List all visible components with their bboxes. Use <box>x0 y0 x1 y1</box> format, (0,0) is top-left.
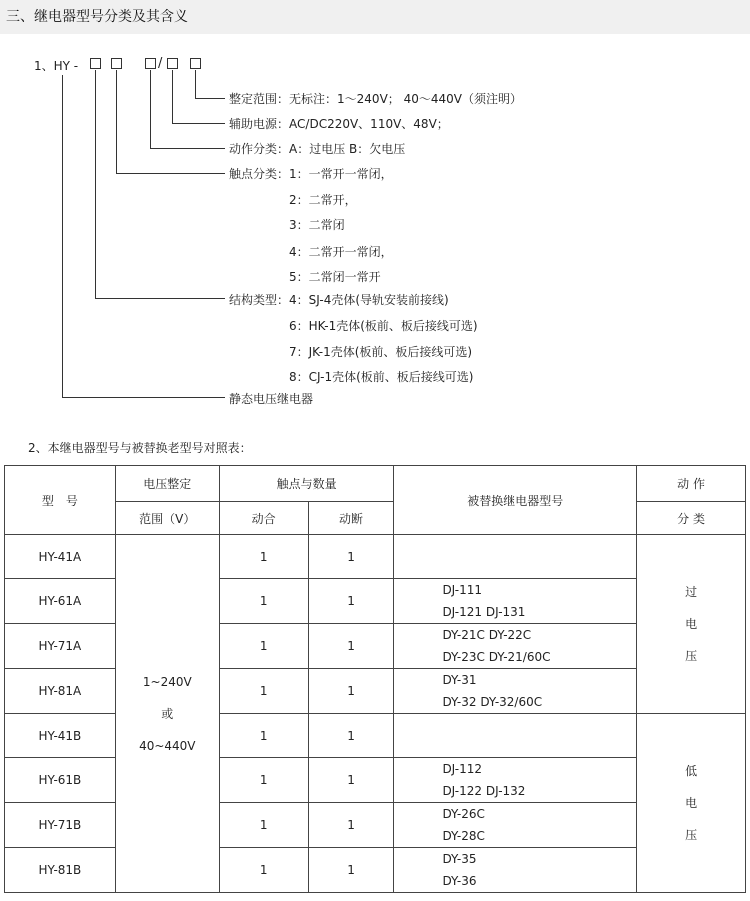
cell-model: HY-81B <box>5 848 116 893</box>
leader-power <box>172 70 173 123</box>
table-row <box>5 535 746 579</box>
header-voltage-2: 范围（V） <box>115 502 219 535</box>
cell-make: 1 <box>219 669 308 714</box>
header-voltage-1: 电压整定 <box>115 466 219 502</box>
leader-h-range <box>195 98 225 99</box>
code-box-action <box>145 58 156 69</box>
cell-make: 1 <box>219 624 308 669</box>
code-box-power <box>167 58 178 69</box>
leader-structure <box>95 70 96 298</box>
label-static-relay: 静态电压继电器 <box>229 392 314 406</box>
header-replaced: 被替换继电器型号 <box>394 466 637 535</box>
section-title: 三、继电器型号分类及其含义 <box>0 0 750 34</box>
code-box-structure <box>90 58 101 69</box>
header-row-1 <box>5 466 746 502</box>
comparison-table <box>4 465 746 893</box>
cell-model: HY-71B <box>5 803 116 848</box>
leader-h-action <box>150 148 225 149</box>
label-structure-6: 6：HK-1壳体(板前、板后接线可选) <box>289 319 478 333</box>
label-structure: 结构类型：4：SJ-4壳体(导轨安装前接线) <box>229 293 449 307</box>
header-action-1: 动 作 <box>637 466 746 502</box>
cell-make: 1 <box>219 758 308 803</box>
cell-replaced: DY-26C DY-28C <box>394 803 637 848</box>
label-contacts-5: 5：二常闭一常开 <box>289 270 381 284</box>
cell-model: HY-81A <box>5 669 116 714</box>
cell-replaced <box>394 714 637 758</box>
model-code-diagram <box>0 40 750 420</box>
leader-h-contacts <box>116 173 225 174</box>
cell-make: 1 <box>219 579 308 624</box>
cell-voltage-range: 1~240V 或 40~440V <box>115 535 219 893</box>
header-break: 动断 <box>308 502 394 535</box>
label-structure-7: 7：JK-1壳体(板前、板后接线可选) <box>289 345 473 359</box>
label-contacts-4: 4：二常开一常闭， <box>289 245 393 259</box>
label-contacts-2: 2：二常开， <box>289 193 357 207</box>
cell-model: HY-71A <box>5 624 116 669</box>
header-action-2: 分 类 <box>637 502 746 535</box>
cell-action-under: 低 电 压 <box>637 714 746 893</box>
leader-h-structure <box>95 298 225 299</box>
model-slash: / <box>158 56 163 71</box>
code-box-contacts <box>111 58 122 69</box>
cell-model: HY-61A <box>5 579 116 624</box>
cell-replaced: DY-35 DY-36 <box>394 848 637 893</box>
cell-replaced: DJ-111 DJ-121 DJ-131 <box>394 579 637 624</box>
leader-contacts <box>116 70 117 173</box>
header-make: 动合 <box>219 502 308 535</box>
cell-break: 1 <box>308 579 394 624</box>
leader-h-power <box>172 123 225 124</box>
cell-replaced <box>394 535 637 579</box>
cell-break: 1 <box>308 803 394 848</box>
model-prefix: 1、HY - <box>34 59 79 73</box>
cell-replaced: DJ-112 DJ-122 DJ-132 <box>394 758 637 803</box>
header-model: 型 号 <box>5 466 116 535</box>
cell-replaced: DY-31 DY-32 DY-32/60C <box>394 669 637 714</box>
label-power: 辅助电源：AC/DC220V、110V、48V； <box>229 117 449 131</box>
cell-make: 1 <box>219 714 308 758</box>
label-range: 整定范围：无标注：1～240V； 40～440V（须注明） <box>229 92 522 106</box>
cell-break: 1 <box>308 669 394 714</box>
table-caption: 2、本继电器型号与被替换老型号对照表： <box>28 441 252 455</box>
cell-model: HY-41A <box>5 535 116 579</box>
cell-action-over: 过 电 压 <box>637 535 746 714</box>
code-box-range <box>190 58 201 69</box>
label-contacts: 触点分类：1：一常开一常闭， <box>229 167 393 181</box>
cell-model: HY-61B <box>5 758 116 803</box>
cell-make: 1 <box>219 535 308 579</box>
cell-break: 1 <box>308 624 394 669</box>
cell-break: 1 <box>308 535 394 579</box>
label-structure-8: 8：CJ-1壳体(板前、板后接线可选) <box>289 370 474 384</box>
cell-replaced: DY-21C DY-22C DY-23C DY-21/60C <box>394 624 637 669</box>
leader-h-static <box>62 397 225 398</box>
cell-break: 1 <box>308 758 394 803</box>
cell-break: 1 <box>308 848 394 893</box>
cell-make: 1 <box>219 848 308 893</box>
cell-break: 1 <box>308 714 394 758</box>
label-contacts-3: 3：二常闭 <box>289 218 345 232</box>
leader-range <box>195 70 196 98</box>
leader-action <box>150 70 151 148</box>
label-action: 动作分类：A：过电压 B：欠电压 <box>229 142 406 156</box>
cell-make: 1 <box>219 803 308 848</box>
leader-static <box>62 75 63 397</box>
header-contacts: 触点与数量 <box>219 466 394 502</box>
cell-model: HY-41B <box>5 714 116 758</box>
